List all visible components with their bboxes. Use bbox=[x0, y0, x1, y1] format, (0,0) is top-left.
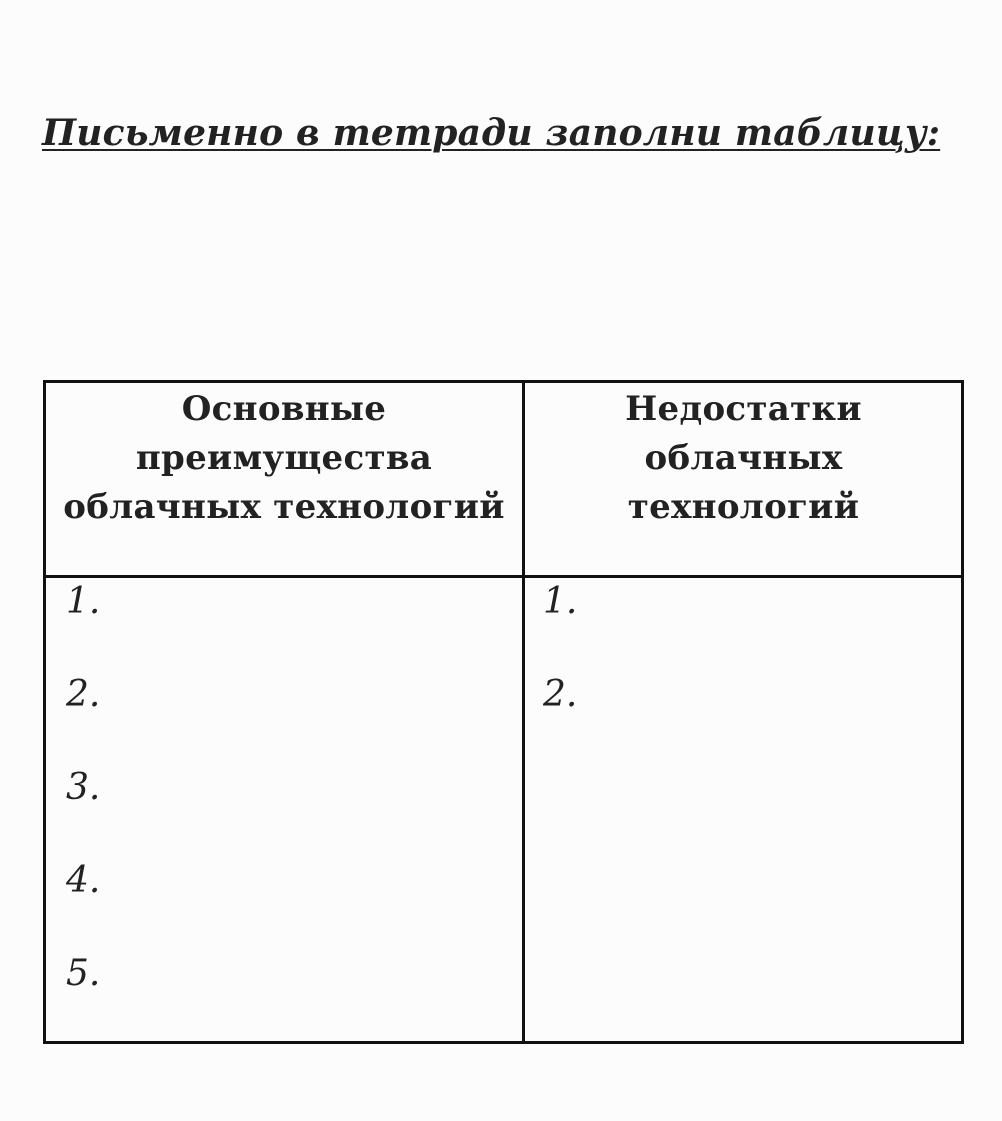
header-disadvantages bbox=[525, 385, 962, 532]
comparison-table bbox=[43, 380, 964, 1044]
header-advantages-line: Основные bbox=[181, 389, 387, 429]
disadvantages-list-item: 1. bbox=[543, 581, 578, 622]
header-advantages bbox=[46, 385, 522, 532]
header-disadvantages-line: облачных bbox=[644, 438, 843, 478]
disadvantages-list bbox=[543, 578, 577, 764]
header-advantages-line: облачных технологий bbox=[63, 487, 505, 527]
disadvantages-list-item: 2. bbox=[543, 674, 578, 715]
advantages-list-item: 2. bbox=[66, 674, 101, 715]
advantages-list-item: 4. bbox=[66, 860, 101, 901]
header-disadvantages-line: технологий bbox=[627, 487, 860, 527]
header-divider bbox=[46, 575, 961, 578]
advantages-list bbox=[66, 578, 100, 1043]
advantages-list-item: 3. bbox=[66, 767, 101, 808]
header-advantages-line: преимущества bbox=[135, 438, 433, 478]
header-disadvantages-line: Недостатки bbox=[625, 389, 862, 429]
advantages-list-item: 5. bbox=[66, 953, 101, 994]
instruction-heading: Письменно в тетради заполни таблицу: bbox=[42, 112, 941, 154]
advantages-list-item: 1. bbox=[66, 581, 101, 622]
